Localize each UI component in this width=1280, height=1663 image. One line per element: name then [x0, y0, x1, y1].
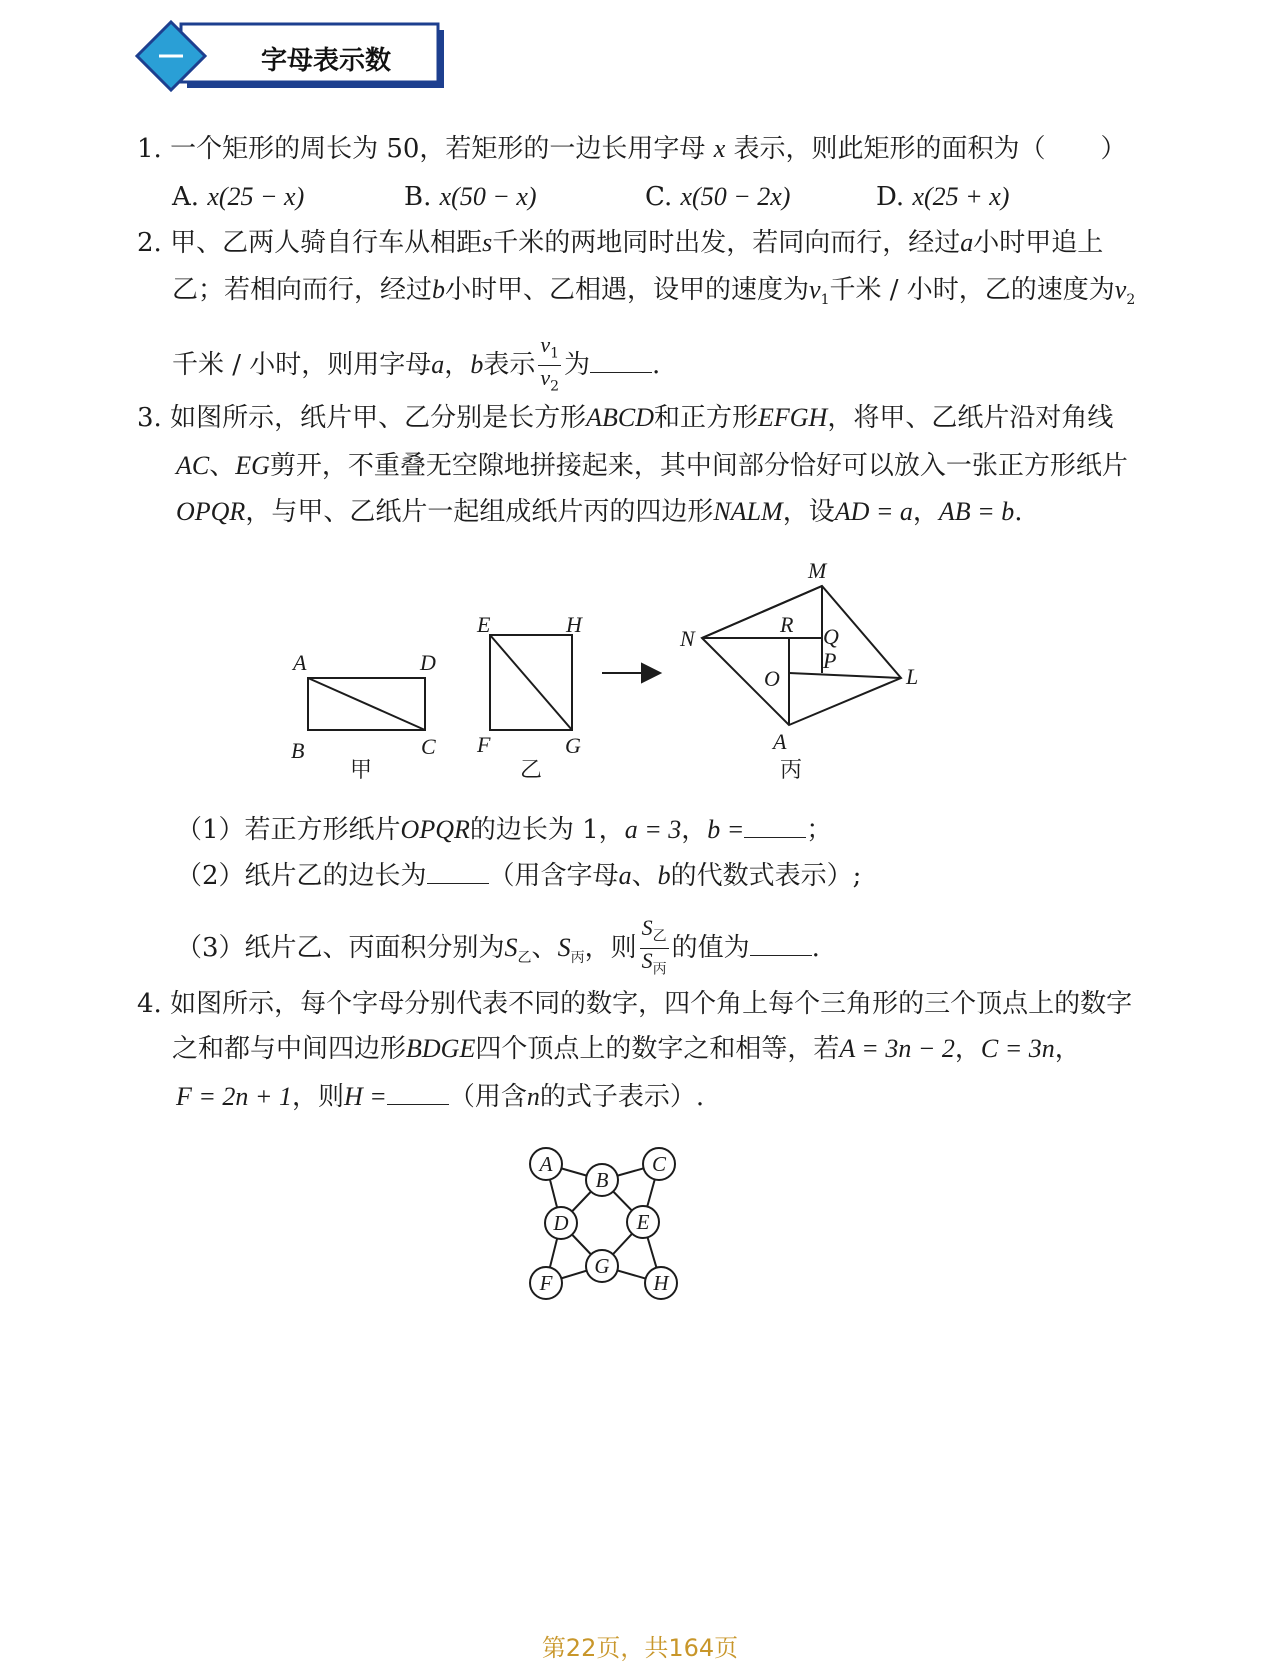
label-r: R [780, 612, 794, 637]
question-3-sub-1: （1）若正方形纸片OPQR的边长为 1，a = 3，b = ； [176, 811, 832, 847]
question-1-option-c[interactable]: C. x(50 − 2x) [645, 182, 791, 212]
label-o: O [764, 666, 780, 691]
question-3-sub-2: （2）纸片乙的边长为 （用含字母a、b的代数式表示）; [176, 857, 861, 893]
label-d-rect: D [420, 650, 436, 675]
label-a-quad: A [773, 729, 787, 754]
question-2-line-1: 2. 甲、乙两人骑自行车从相距s千米的两地同时出发，若同向而行，经过a小时甲追上 [137, 228, 1104, 258]
label-m: M [808, 558, 827, 583]
question-3-2-answer-blank[interactable] [427, 857, 489, 884]
quadrilateral-nalm [702, 586, 901, 725]
caption-jia: 甲 [350, 757, 373, 782]
question-4-answer-blank[interactable] [387, 1078, 449, 1105]
question-2-line-2: 乙；若相向而行，经过b小时甲、乙相遇，设甲的速度为$v_1$千米 / 小时，乙的速度为$v_2$ [172, 275, 1136, 309]
diagonal-eg [490, 635, 572, 730]
node-a-label: A [539, 1152, 553, 1176]
v1-over-v2-fraction: $\frac{v_1}{v_2}$ [540, 332, 560, 395]
figure-4 [520, 1140, 700, 1310]
node-c-label: C [651, 1152, 667, 1176]
label-p: P [823, 648, 837, 673]
caption-yi: 乙 [520, 757, 543, 782]
label-f-square: F [477, 732, 491, 757]
figure-3 [280, 550, 960, 790]
node-b-label: B [595, 1168, 609, 1192]
label-h-square: H [566, 612, 582, 637]
question-3-line-1: 3. 如图所示，纸片甲、乙分别是长方形ABCD和正方形EFGH，将甲、乙纸片沿对角线 [137, 403, 1114, 433]
question-4-line-1: 4. 如图所示，每个字母分别代表不同的数字，四个角上每个三角形的三个顶点上的数字 [137, 989, 1133, 1019]
question-3-3-answer-blank[interactable] [750, 929, 812, 956]
node-d-label: D [553, 1211, 569, 1235]
page-number: 第22页，共164页 [541, 1634, 739, 1662]
question-1-option-b[interactable]: B. x(50 − x) [404, 182, 537, 212]
diagonal-ac [308, 678, 425, 730]
question-1-option-d[interactable]: D. x(25 + x) [876, 182, 1010, 212]
label-e-square: E [477, 612, 491, 637]
question-2-line-3: 千米 / 小时，则用字母a，b表示 $\frac{v_1}{v_2}$ 为 . [172, 333, 660, 399]
question-4-line-3: F = 2n + 1，则H = （用含n的式子表示）. [176, 1078, 704, 1114]
question-1-line: 1. 一个矩形的周长为 50，若矩形的一边长用字母 x 表示，则此矩形的面积为（ ） [137, 134, 1127, 164]
label-b-rect: B [291, 738, 305, 763]
question-3-sub-3: （3）纸片乙、丙面积分别为$S_乙$、$S_丙$，则 $\frac{S_乙}{S_丙}$ 的值为 . [176, 916, 820, 982]
node-h-label: H [653, 1271, 669, 1295]
label-n: N [680, 626, 695, 651]
node-g-label: G [594, 1254, 610, 1278]
section-title: 字母表示数 [261, 46, 392, 76]
label-c-rect: C [421, 734, 436, 759]
label-q: Q [823, 624, 839, 649]
area-ratio-fraction: $\frac{S_乙}{S_丙}$ [641, 915, 667, 978]
node-e-label: E [636, 1210, 650, 1234]
question-2-answer-blank[interactable] [590, 346, 652, 373]
section-header [133, 18, 463, 98]
label-l: L [906, 664, 919, 689]
question-4-line-2: 之和都与中间四边形BDGE四个顶点上的数字之和相等，若A = 3n − 2，C = 3n， [172, 1034, 1081, 1064]
node-f-label: F [539, 1271, 553, 1295]
question-1-option-a[interactable]: A. x(25 − x) [172, 182, 305, 212]
question-3-1-answer-blank[interactable] [744, 811, 806, 838]
label-g-square: G [565, 733, 581, 758]
question-3-line-3: OPQR，与甲、乙纸片一起组成纸片丙的四边形NALM，设AD = a，AB = b. [176, 497, 1023, 527]
label-a-rect: A [293, 650, 307, 675]
question-3-line-2: AC、EG剪开，不重叠无空隙地拼接起来，其中间部分恰好可以放入一张正方形纸片 [176, 451, 1128, 481]
caption-bing: 丙 [780, 757, 803, 782]
arrow-head [642, 664, 660, 682]
